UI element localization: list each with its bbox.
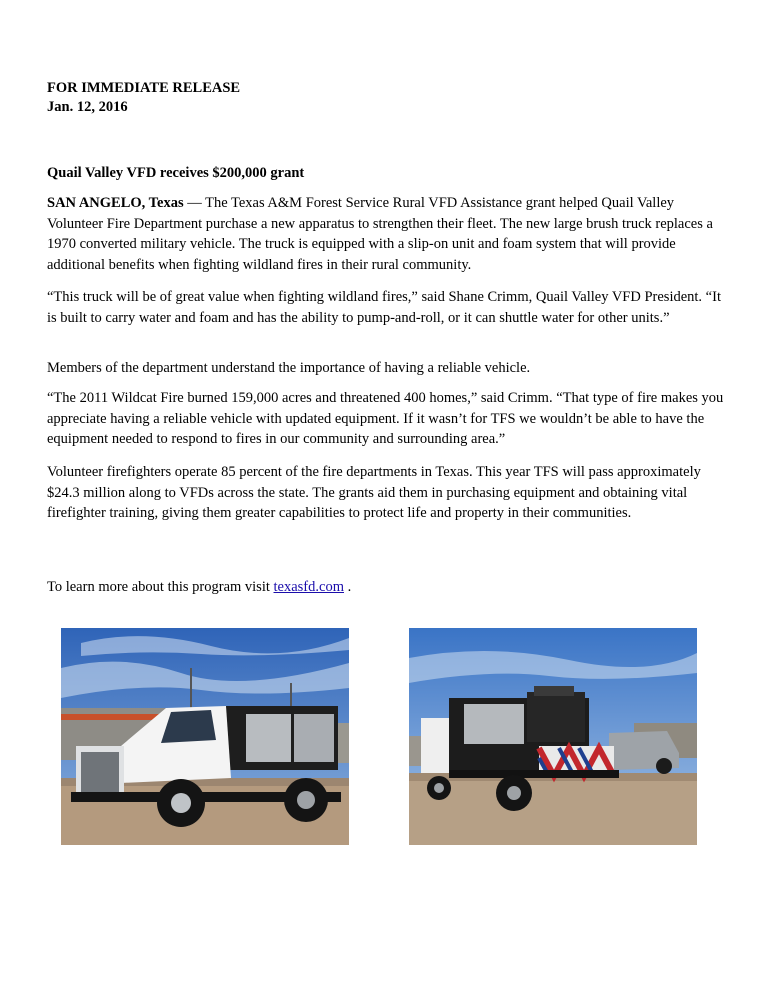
- link-outro: .: [343, 579, 352, 595]
- dateline: SAN ANGELO, Texas: [47, 195, 184, 211]
- paragraph-6: [47, 577, 732, 598]
- texasfd-link[interactable]: texasfd.com: [273, 579, 344, 595]
- truck-front-illustration: [61, 628, 349, 845]
- truck-photo-front: [61, 628, 349, 845]
- release-date: Jan. 12, 2016: [47, 99, 128, 115]
- release-label: FOR IMMEDIATE RELEASE: [47, 80, 241, 96]
- truck-rear-illustration: [409, 628, 697, 845]
- headline: Quail Valley VFD receives $200,000 grant: [47, 165, 305, 181]
- paragraph-2: “This truck will be of great value when fighting wildland fires,” said Shane Crimm, Quail Valley VFD President. “It is built to carry water and foam and has the ability to pump-and-roll, or it can shuttle water for other units.”: [47, 289, 721, 326]
- paragraph-3: Members of the department understand the importance of having a reliable vehicle.: [47, 360, 531, 376]
- paragraph-1-text: — The Texas A&M Forest Service Rural VFD Assistance grant helped Quail Valley Volunteer Fire Department purchase a new apparatus to strengthen their fleet. The new large brush truck replaces a 1970 converted military vehicle. The truck is equipped with a slip-on unit and foam system that will provide additional benefits when fighting wildland fires in their rural community.: [47, 195, 713, 273]
- paragraph-1: [47, 193, 732, 275]
- paragraph-5: Volunteer firefighters operate 85 percent of the fire departments in Texas. This year TFS will pass approximately $24.3 million along to VFDs across the state. The grants aid them in purchasing equipment and obtaining vital firefighter training, giving them greater capabilities to protect life and property in their communities.: [47, 464, 701, 521]
- truck-photo-rear: [409, 628, 697, 845]
- release-header: [47, 79, 240, 117]
- link-intro: To learn more about this program visit: [47, 579, 274, 595]
- paragraph-4: “The 2011 Wildcat Fire burned 159,000 acres and threatened 400 homes,” said Crimm. “That type of fire makes you appreciate having a reliable vehicle with updated equipment. If it wasn’t for TFS we wouldn’t be able to have the equipment needed to respond to fires in our community and surrounding area.”: [47, 390, 724, 447]
